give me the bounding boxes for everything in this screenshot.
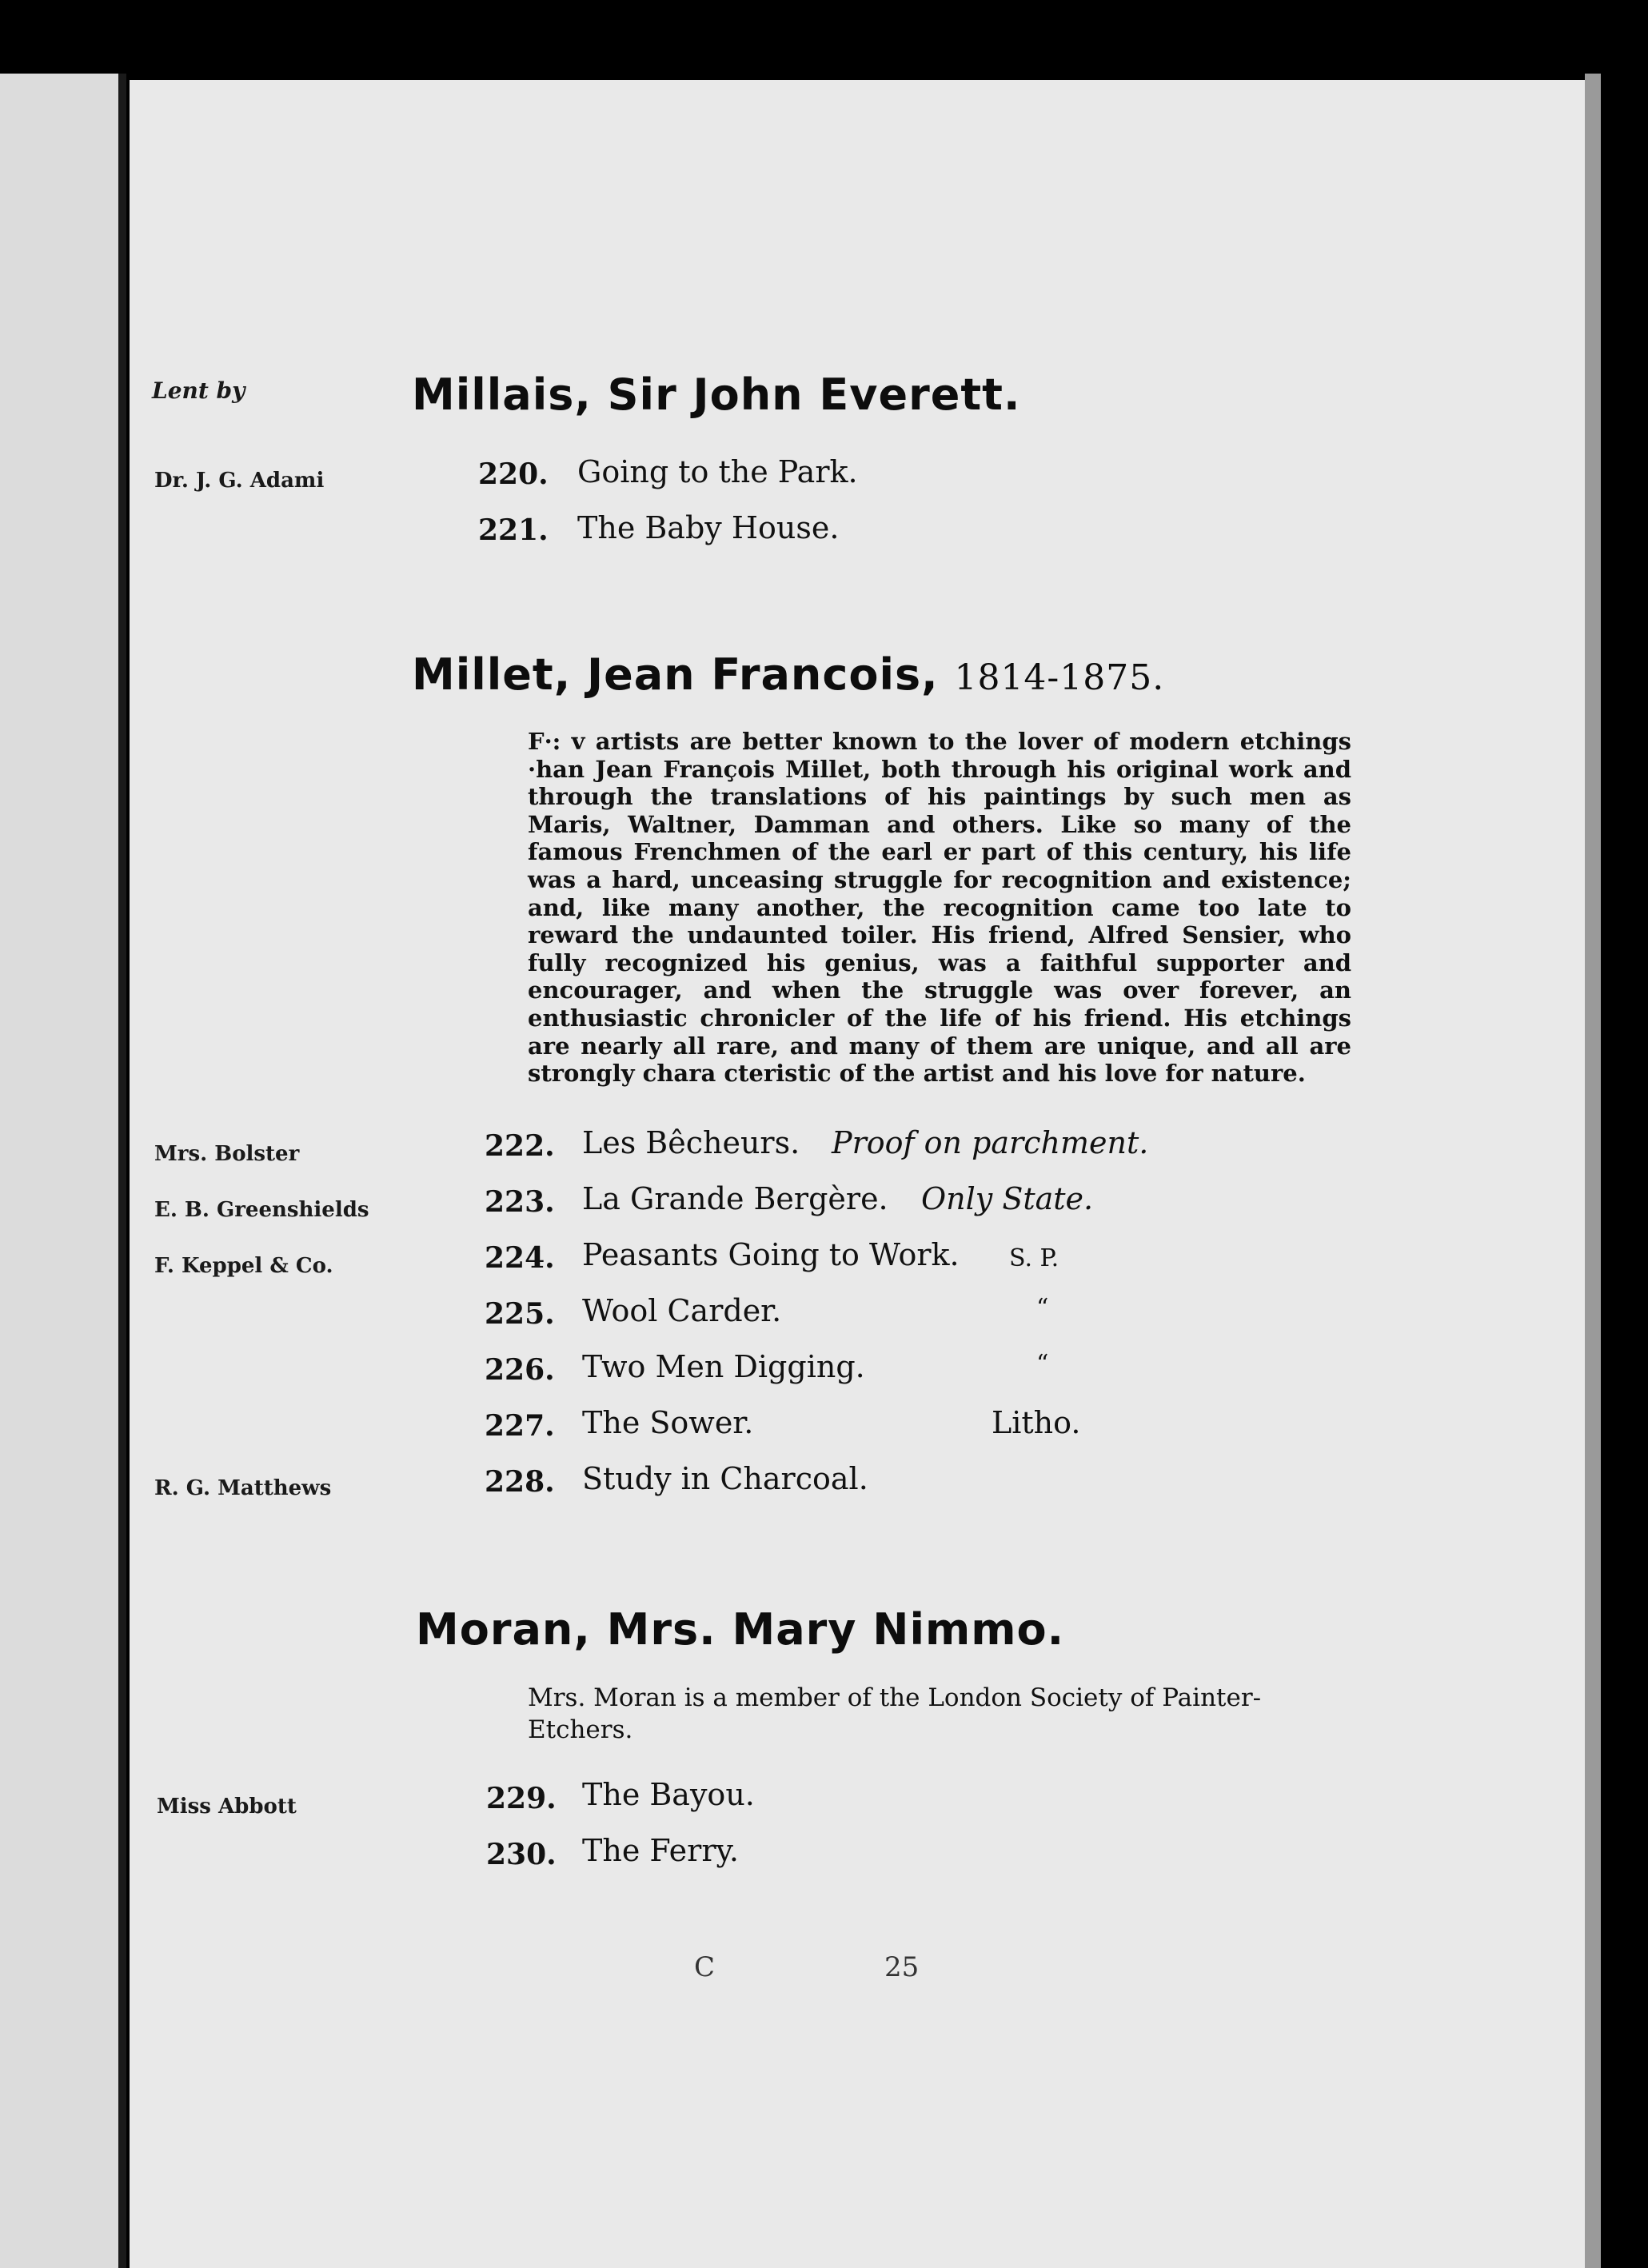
catalogue-number: 229. — [486, 1782, 557, 1815]
work-title: Two Men Digging. — [582, 1349, 865, 1384]
state-mark: S. P. — [1009, 1244, 1059, 1272]
catalogue-number: 220. — [478, 457, 549, 491]
work-title: The Baby House. — [577, 510, 840, 545]
catalogue-number: 226. — [485, 1353, 555, 1387]
artist-name: Millet, Jean Francois, — [412, 649, 939, 700]
catalogue-number: 228. — [485, 1465, 555, 1499]
work-title: Wool Carder. — [582, 1293, 782, 1328]
catalogue-number: 223. — [485, 1185, 555, 1219]
lender-name: F. Keppel & Co. — [154, 1254, 333, 1278]
ditto-mark: “ — [1036, 1350, 1049, 1378]
artist-heading-moran: Moran, Mrs. Mary Nimmo. — [416, 1604, 1065, 1655]
catalogue-number: 221. — [478, 513, 549, 547]
state-mark: Litho. — [992, 1405, 1081, 1440]
lender-name: E. B. Greenshields — [154, 1198, 369, 1222]
work-title: The Ferry. — [582, 1833, 739, 1868]
work-title: The Bayou. — [582, 1777, 755, 1812]
catalogue-number: 230. — [486, 1838, 557, 1871]
lent-by-label: Lent by — [152, 377, 245, 404]
work-title: Les Bêcheurs. — [582, 1125, 800, 1160]
ditto-mark: “ — [1036, 1294, 1049, 1322]
facing-page-edge — [0, 74, 126, 2268]
page-number: 25 — [884, 1951, 920, 1983]
signature-mark: C — [694, 1951, 716, 1983]
work-title: The Sower. — [582, 1405, 754, 1440]
catalogue-number: 224. — [485, 1241, 555, 1275]
lender-name: Mrs. Bolster — [154, 1142, 300, 1166]
lender-name: Dr. J. G. Adami — [154, 469, 325, 493]
work-title: Study in Charcoal. — [582, 1461, 868, 1496]
catalogue-number: 225. — [485, 1297, 555, 1331]
catalogue-number: 227. — [485, 1409, 555, 1443]
work-title: Peasants Going to Work. — [582, 1237, 960, 1272]
artist-heading-millet — [412, 649, 1164, 700]
page-edge-shadow — [1585, 74, 1601, 2268]
artist-note: Mrs. Moran is a member of the London Society of Painter-Etchers. — [528, 1683, 1262, 1744]
artist-biography: F·: v artists are better known to the lover of modern etchings ·han Jean François Millet, both through his original work and through the translations of his paintings by such men as Maris, Waltner, Damman and others. Like so many of the famous Frenchmen of the earl er part of this century, his life was a hard, unceasing struggle for recognition and existence; and, like many another, the recognition came too late to reward the undaunted toiler. His friend, Alfred Sensier, who fully recognized his genius, was a faithful supporter and encourager, and when the struggle was over forever, an enthusiastic chronicler of the life of his friend. His etchings are nearly all rare, and many of them are unique, and all are strongly chara cteristic of the artist and his love for nature. — [528, 728, 1351, 1088]
state-note: Proof on parchment. — [832, 1125, 1149, 1160]
state-note: Only State. — [921, 1181, 1094, 1216]
lender-name: R. G. Matthews — [154, 1476, 332, 1500]
artist-heading-millais: Millais, Sir John Everett. — [412, 369, 1021, 420]
work-title: Going to the Park. — [577, 454, 858, 489]
lender-name: Miss Abbott — [157, 1795, 297, 1819]
artist-dates: 1814-1875. — [954, 657, 1165, 698]
catalogue-number: 222. — [485, 1129, 555, 1163]
work-title: La Grande Bergère. — [582, 1181, 888, 1216]
